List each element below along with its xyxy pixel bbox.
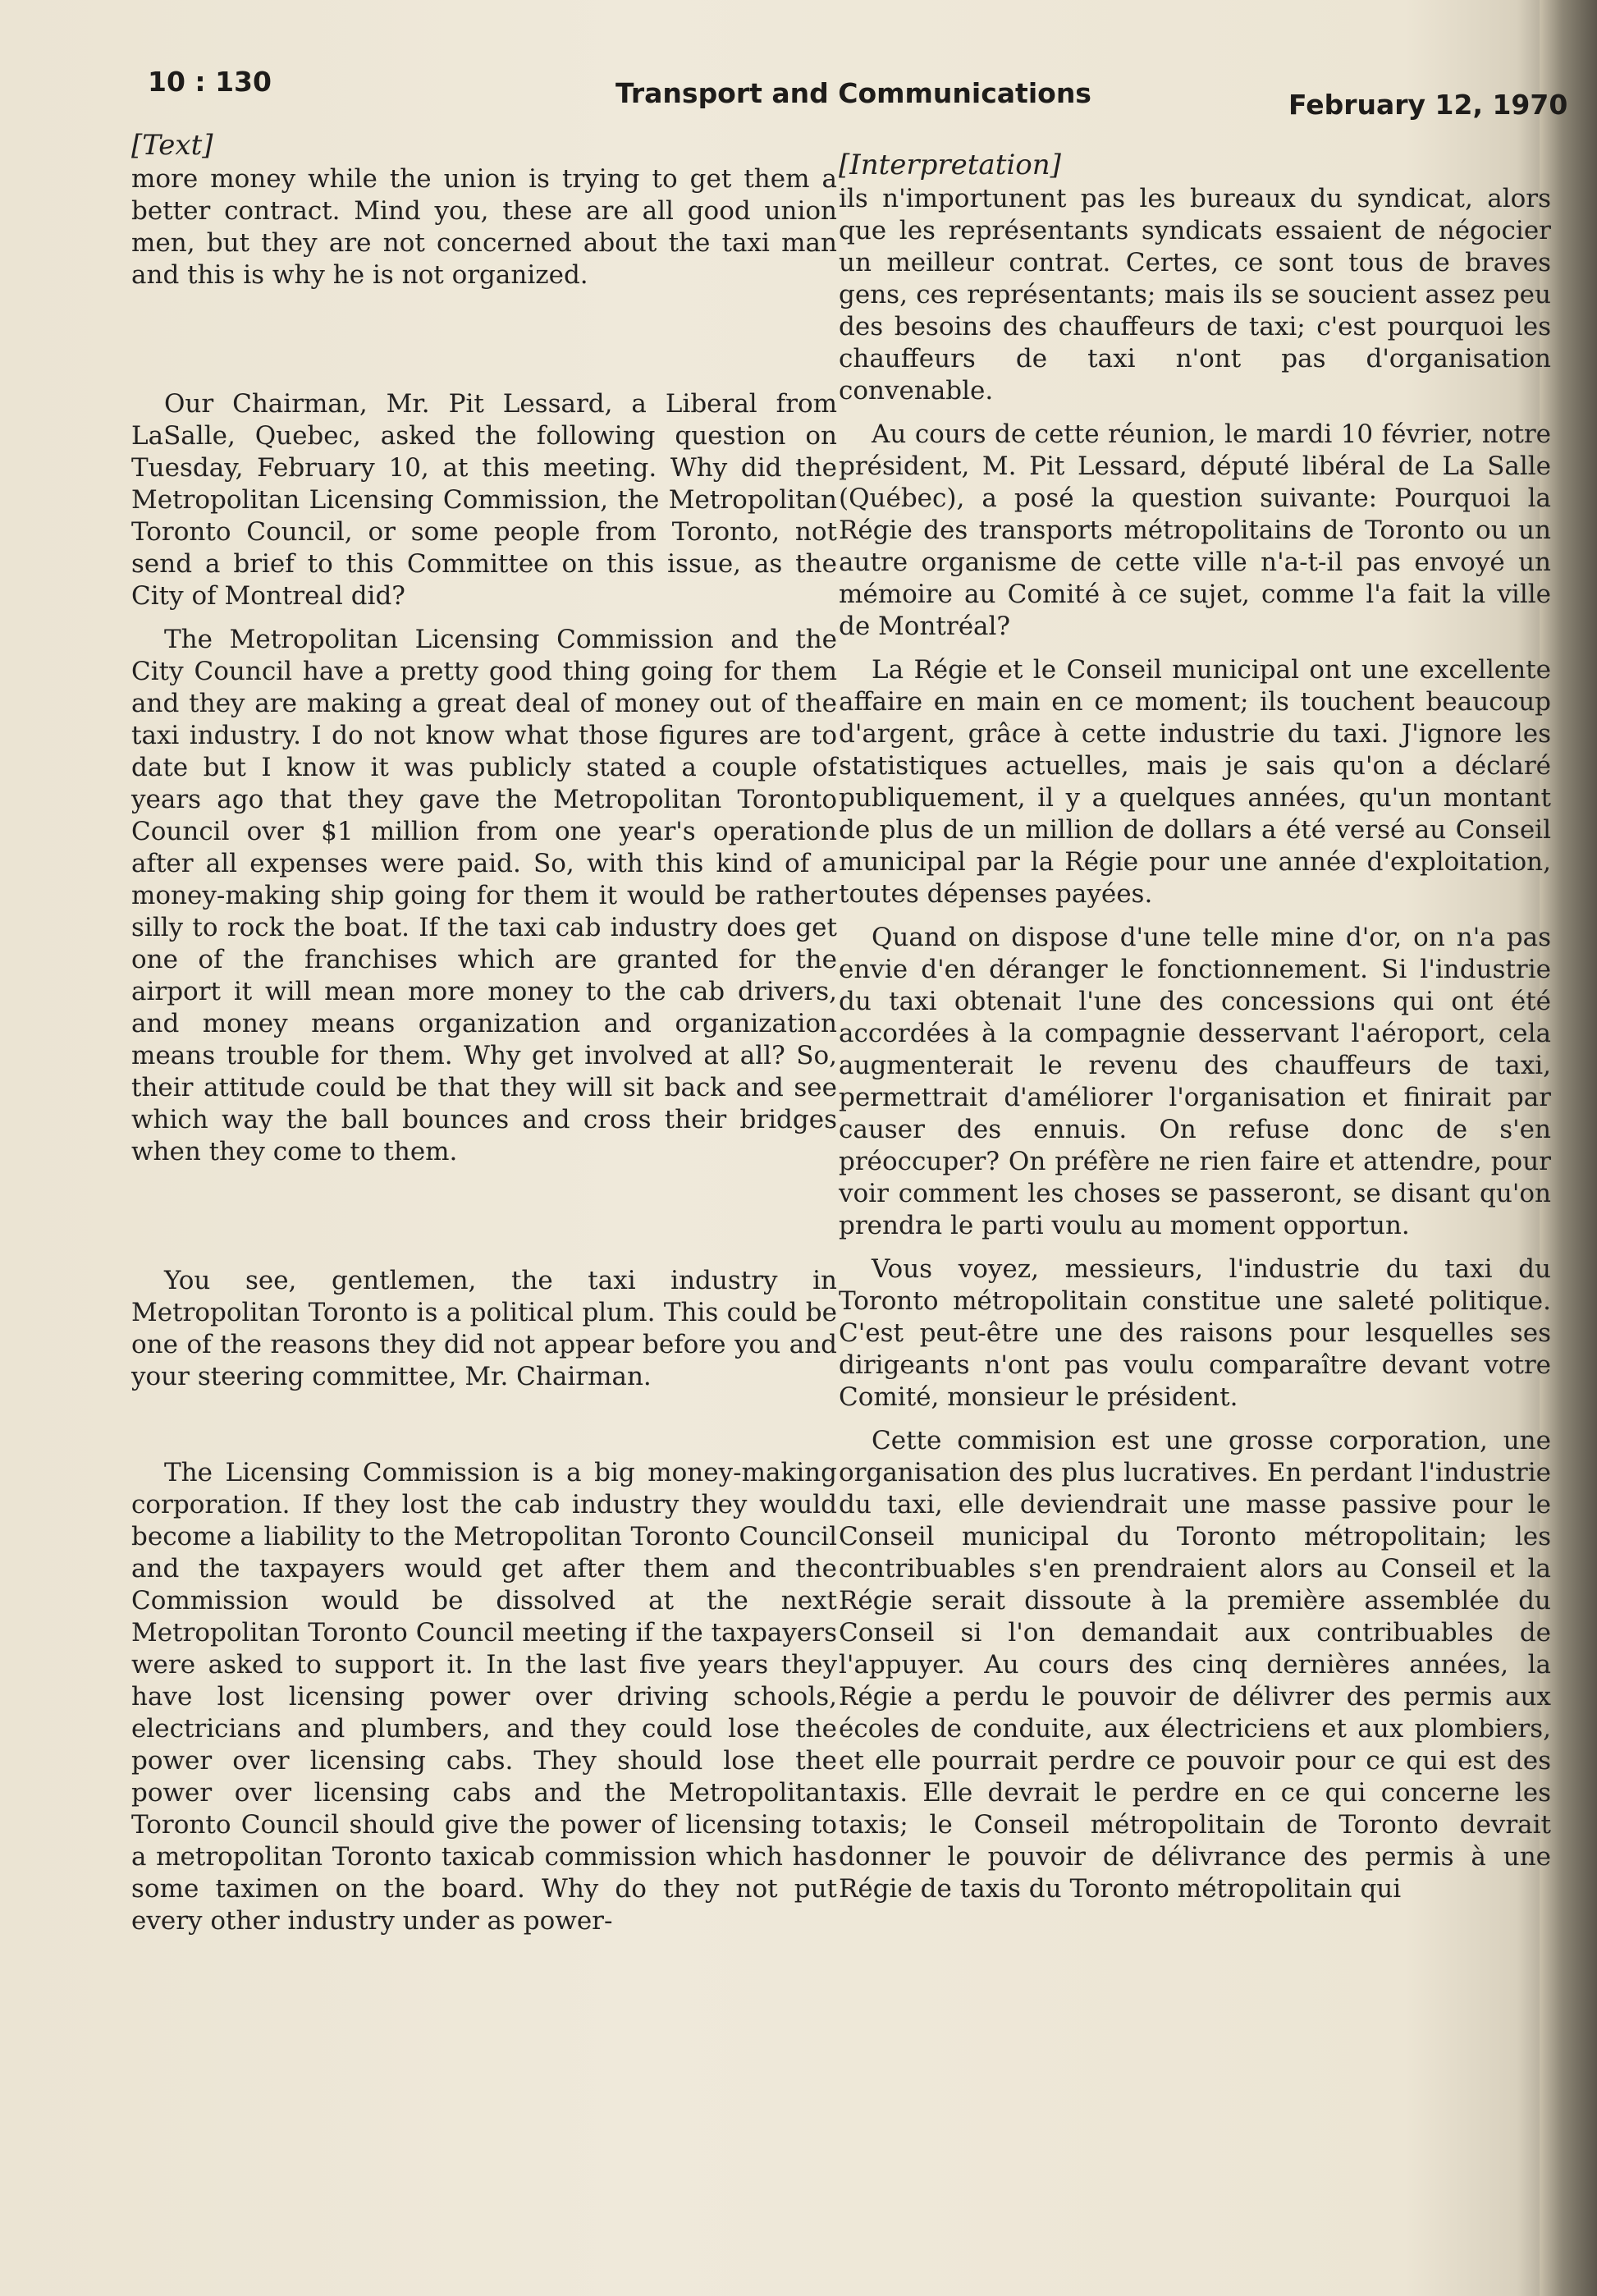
left-paragraph-5: The Licensing Commission is a big money-making corporation. If they lost the cab industry they would become a liability to the Metropolitan Toronto Council and the taxpayers would get after them and the Commission would be dissolved at the next Metropolitan Toronto Council meeting if the taxpayers were asked to support it. In the last five years they have lost licensing power over driving schools, electricians and plumbers, and they could lose the power over licensing cabs. They should lose the power over licensing cabs and the Metropolitan Toronto Council should give the power of licensing to a metropolitan Toronto taxicab commission which has some taximen on the board. Why do they not put every other industry under as power-: [131, 1458, 837, 1936]
page-number: 10 : 130: [148, 66, 272, 98]
left-paragraph-1: more money while the union is trying to get them a better contract. Mind you, these are all good union men, but they are not concerned about the taxi man and this is why he is not organized.: [131, 164, 837, 290]
header-date: February 12, 1970: [1288, 89, 1568, 121]
left-paragraph-4: You see, gentlemen, the taxi industry in Metropolitan Toronto is a political plum. This could be one of the reasons they did not appear before you and your steering committee, Mr. Chairman.: [131, 1266, 837, 1391]
right-paragraph-1: ils n'importunent pas les bureaux du syndicat, alors que les représentants syndicats essaient de négocier un meilleur contrat. Certes, ce sont tous de braves gens, ces représentants; mais ils se soucient assez peu des besoins des chauffeurs de taxi; c'est pourquoi les chauffeurs de taxi n'ont pas d'organisation convenable.: [839, 184, 1551, 406]
page-header: [148, 59, 1568, 125]
left-column-english: [131, 130, 837, 1937]
left-paragraph-3: The Metropolitan Licensing Commission and the City Council have a pretty good thing going for them and they are making a great deal of money out of the taxi industry. I do not know what those figures are to date but I know it was publicly stated a couple of years ago that they gave the Metropolitan Toronto Council over $1 million from one year's operation after all expenses were paid. So, with this kind of a money-making ship going for them it would be rather silly to rock the boat. If the taxi cab industry does get one of the franchises which are granted for the airport it will mean more money to the cab drivers, and money means organization and organization means trouble for them. Why get involved at all? So, their attitude could be that they will sit back and see which way the ball bounces and cross their bridges when they come to them.: [131, 625, 837, 1166]
left-paragraph-2: Our Chairman, Mr. Pit Lessard, a Liberal from LaSalle, Quebec, asked the following question on Tuesday, February 10, at this meeting. Why did the Metropolitan Licensing Commission, the Metropolitan Toronto Council, or some people from Toronto, not send a brief to this Committee on this issue, as the City of Montreal did?: [131, 389, 837, 611]
right-paragraph-5: Vous voyez, messieurs, l'industrie du taxi du Toronto métropolitain constitue une saleté politique. C'est peut-être une des raisons pour lesquelles ses dirigeants n'ont pas voulu comparaître devant votre Comité, monsieur le président.: [839, 1254, 1551, 1412]
right-paragraph-4: Quand on dispose d'une telle mine d'or, on n'a pas envie d'en déranger le fonctionnement. Si l'industrie du taxi obtenait l'une des concessions qui ont été accordées à la compagnie desservant l'aéroport, cela augmenterait le revenu des chauffeurs de taxi, permettrait d'améliorer l'organisation et finirait par causer des ennuis. On refuse donc de s'en préoccuper? On préfère ne rien faire et attendre, pour voir comment les choses se passeront, se disant qu'on prendra le parti voulu au moment opportun.: [839, 923, 1551, 1240]
right-column-heading: [Interpretation]: [839, 149, 1061, 181]
running-title: Transport and Communications: [615, 77, 1091, 109]
right-paragraph-6: Cette commision est une grosse corporation, une organisation des plus lucratives. En perdant l'industrie du taxi, elle deviendrait une masse passive pour le Conseil municipal du Toronto métropolitain; les contribuables s'en prendraient alors au Conseil et la Régie serait dissoute à la première assemblée du Conseil si l'on demandait aux contribuables de l'appuyer. Au cours des cinq dernières années, la Régie a perdu le pouvoir de délivrer des permis aux écoles de conduite, aux électriciens et aux plombiers, et elle pourrait perdre ce pouvoir pour ce qui est des taxis. Elle devrait le perdre en ce qui concerne les taxis; le Conseil métropolitain de Toronto devrait donner le pouvoir de délivrance des permis à une Régie de taxis du Toronto métropolitain qui: [839, 1426, 1551, 1904]
right-paragraph-2: Au cours de cette réunion, le mardi 10 février, notre président, M. Pit Lessard, député libéral de La Salle (Québec), a posé la question suivante: Pourquoi la Régie des transports métropolitains de Toronto ou un autre organisme de cette ville n'a-t-il pas envoyé un mémoire au Comité à ce sujet, comme l'a fait la ville de Montréal?: [839, 419, 1551, 641]
left-column-heading: [Text]: [131, 129, 213, 162]
right-paragraph-3: La Régie et le Conseil municipal ont une excellente affaire en main en ce moment; ils touchent beaucoup d'argent, grâce à cette industrie du taxi. J'ignore les statistiques actuelles, mais je sais qu'on a déclaré publiquement, il y a quelques années, qu'un montant de plus de un million de dollars a été versé au Conseil municipal par la Régie pour une année d'exploitation, toutes dépenses payées.: [839, 655, 1551, 909]
right-column-french: [839, 130, 1551, 1905]
